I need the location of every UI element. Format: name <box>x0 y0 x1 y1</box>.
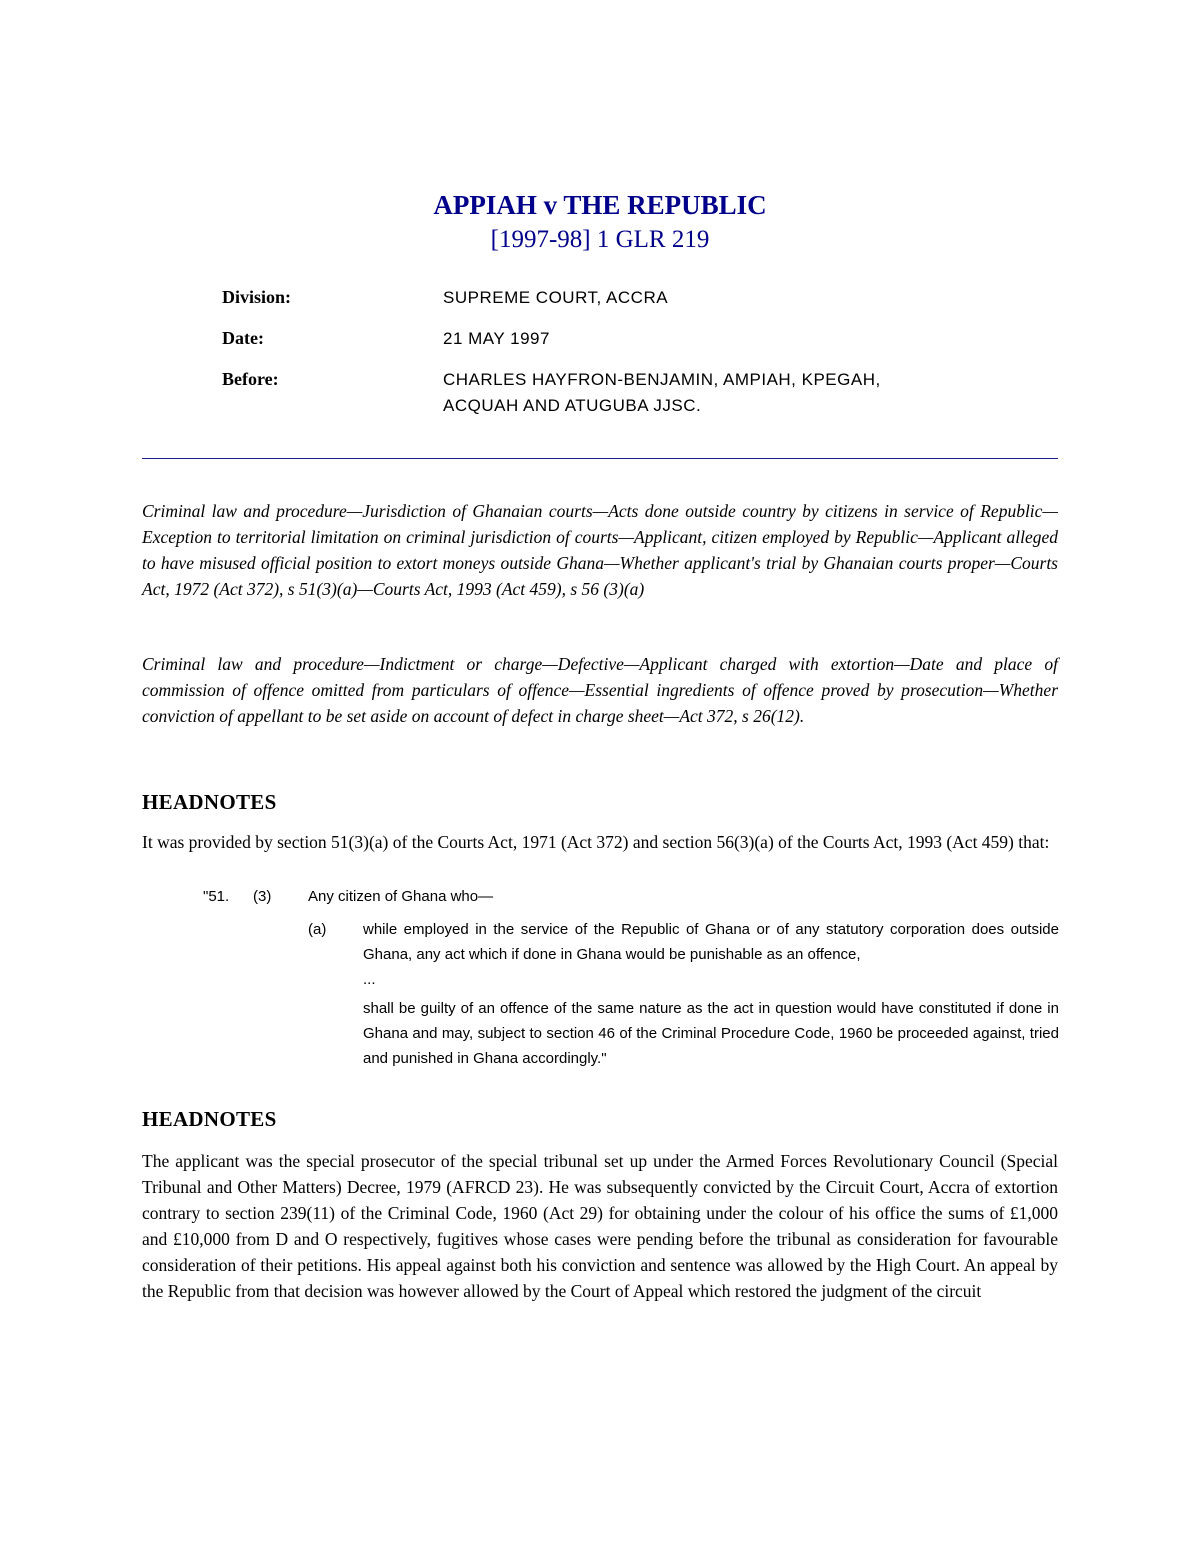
date-value: 21 MAY 1997 <box>443 329 550 348</box>
header-divider <box>142 458 1058 459</box>
case-citation: [1997-98] 1 GLR 219 <box>490 226 710 253</box>
date-label: Date: <box>222 328 264 348</box>
quote-section-number: "51. <box>203 888 230 905</box>
catchword-paragraph: Criminal law and procedure—Jurisdiction of Ghanaian courts—Acts done outside country by citizens in service of Republic—Exception to territorial limitation on criminal jurisdiction of courts—Applicant, citizen employed by Republic—Applicant alleged to have misused official position to extort moneys outside Ghana—Whether applicant's trial by Ghanaian courts proper—Courts Act, 1972 (Act 372), s 51(3)(a)—Courts Act, 1993 (Act 459), s 56 (3)(a) <box>142 501 1058 599</box>
section-heading: HEADNOTES <box>142 790 277 814</box>
division-value: SUPREME COURT, ACCRA <box>443 288 669 307</box>
quote-item-text: while employed in the service of the Republic of Ghana or of any statutory corporation does outside Ghana, any act which if done in Ghana would be punishable as an offence, <box>363 921 1059 963</box>
quote-subsection-number: (3) <box>253 888 272 905</box>
case-title: APPIAH v THE REPUBLIC <box>433 190 767 220</box>
division-label: Division: <box>222 287 292 307</box>
quote-lead-text: Any citizen of Ghana who— <box>308 888 494 905</box>
before-value-line1: CHARLES HAYFRON-BENJAMIN, AMPIAH, KPEGAH, <box>443 370 881 389</box>
quote-ellipsis: ... <box>363 971 376 988</box>
headnote-body: The applicant was the special prosecutor of the special tribunal set up under the Armed Forces Revolutionary Council (Special Tribunal and Other Matters) Decree, 1979 (AFRCD 23). He was subsequently convicted by the Circuit Court, Accra of extortion contrary to section 239(11) of the Criminal Code, 1960 (Act 29) for obtaining under the colour of his office the sums of £1,000 and £10,000 from D and O respectively, fugitives whose cases were pending before the tribunal as consideration for favourable consideration of their petitions. His appeal against both his conviction and sentence was allowed by the High Court. An appeal by the Republic from that decision was however allowed by the Court of Appeal which restored the judgment of the circuit <box>142 1151 1058 1301</box>
before-label: Before: <box>222 369 279 389</box>
catchword-paragraph: Criminal law and procedure—Indictment or charge—Defective—Applicant charged with extortion—Date and place of commission of offence omitted from particulars of offence—Essential ingredients of offence proved by prosecution—Whether conviction of appellant to be set aside on account of defect in charge sheet—Act 372, s 26(12). <box>142 654 1058 726</box>
quote-item-label: (a) <box>308 921 327 938</box>
quote-closing-text: shall be guilty of an offence of the same nature as the act in question would have constituted if done in Ghana and may, subject to section 46 of the Criminal Procedure Code, 1960 be proceeded against, tried and punished in Ghana accordingly." <box>363 1000 1059 1067</box>
before-value-line2: ACQUAH AND ATUGUBA JJSC. <box>443 396 702 415</box>
headnote-intro: It was provided by section 51(3)(a) of the Courts Act, 1971 (Act 372) and section 56(3)(a) of the Courts Act, 1993 (Act 459) that: <box>142 832 1050 852</box>
section-heading: HEADNOTES <box>142 1107 277 1131</box>
